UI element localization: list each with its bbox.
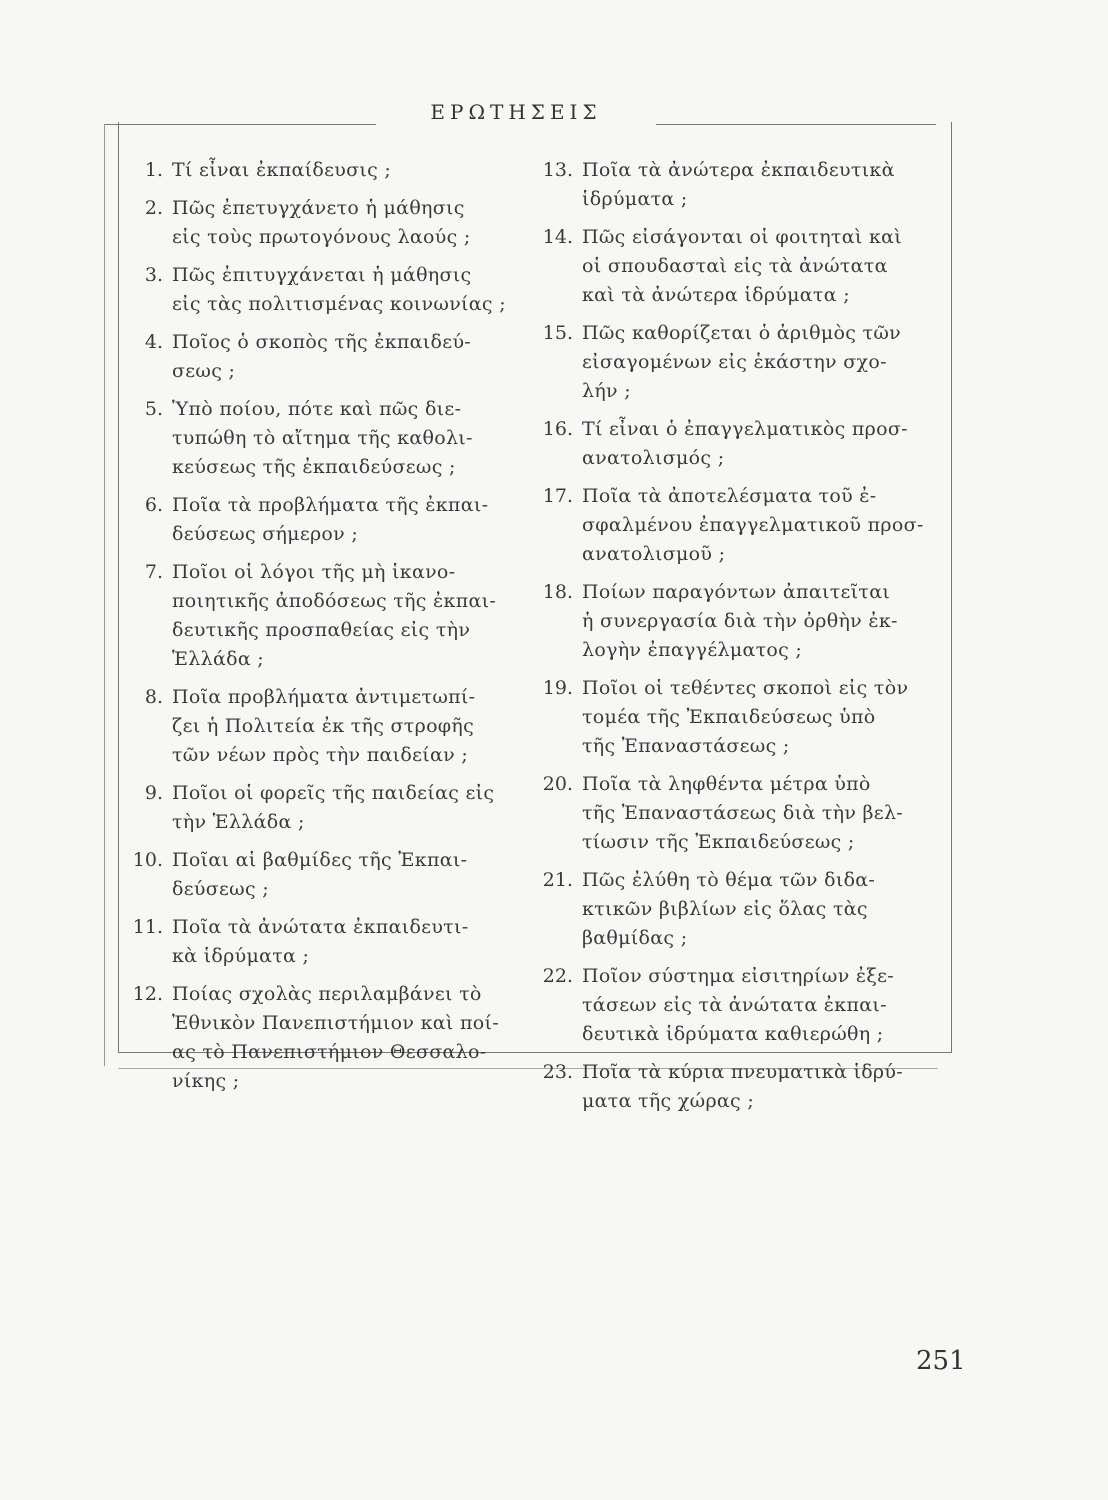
question-text: Ποῖα τὰ κύρια πνευματικὰ ἱδρύ- ματα τῆς χώρας ;: [582, 1061, 903, 1112]
question-number: 23.: [542, 1061, 573, 1083]
question-item: [128, 194, 508, 252]
question-number: 22.: [542, 965, 573, 987]
questions-column-left: [128, 156, 508, 1105]
question-item: [530, 156, 930, 214]
question-item: [530, 962, 930, 1049]
question-number: 16.: [542, 418, 573, 440]
question-text: Τί εἶναι ὁ ἐπαγγελματικὸς προσ- ανατολισμός ;: [582, 418, 908, 469]
question-item: [530, 482, 930, 569]
question-text: Ποῖοι οἱ λόγοι τῆς μὴ ἱκανο- ποιητικῆς ἀποδόσεως τῆς ἐκπαι- δευτικῆς προσπαθείας εἰς τὴν Ἑλλάδα ;: [172, 561, 497, 670]
question-number: 18.: [542, 581, 573, 603]
question-item: [128, 261, 508, 319]
page-number: 251: [916, 1346, 966, 1376]
question-item: [128, 913, 508, 971]
question-text: Ποῖα προβλήματα ἀντιμετωπί- ζει ἡ Πολιτεία ἐκ τῆς στροφῆς τῶν νέων πρὸς τὴν παιδείαν ;: [172, 686, 476, 766]
question-number: 19.: [542, 677, 573, 699]
question-item: [128, 491, 508, 549]
question-number: 14.: [542, 226, 573, 248]
question-item: [128, 779, 508, 837]
question-number: 7.: [144, 561, 163, 583]
question-number: 13.: [542, 159, 573, 181]
question-number: 4.: [144, 331, 163, 353]
question-number: 12.: [132, 983, 163, 1005]
question-number: 20.: [542, 773, 573, 795]
question-item: [530, 578, 930, 665]
question-text: Πῶς εἰσάγονται οἱ φοιτηταὶ καὶ οἱ σπουδασταὶ εἰς τὰ ἀνώτατα καὶ τὰ ἀνώτερα ἱδρύματα ;: [582, 226, 903, 306]
question-item: [530, 674, 930, 761]
question-text: Ποῖα τὰ ἀνώτατα ἐκπαιδευτι- κὰ ἱδρύματα ;: [172, 916, 469, 967]
question-number: 8.: [144, 686, 163, 708]
question-item: [530, 415, 930, 473]
question-text: Ποῖα τὰ ἀποτελέσματα τοῦ ἐ- σφαλμένου ἐπαγγελματικοῦ προσ- ανατολισμοῦ ;: [582, 485, 924, 565]
question-number: 9.: [144, 782, 163, 804]
question-text: Ποῖα τὰ ληφθέντα μέτρα ὑπὸ τῆς Ἐπαναστάσεως διὰ τὴν βελ- τίωσιν τῆς Ἐκπαιδεύσεως ;: [582, 773, 904, 853]
question-item: [128, 683, 508, 770]
question-item: [530, 866, 930, 953]
question-item: [128, 558, 508, 674]
question-number: 1.: [144, 159, 163, 181]
question-text: Ποῖα τὰ προβλήματα τῆς ἐκπαι- δεύσεως σήμερον ;: [172, 494, 489, 545]
question-text: Πῶς ἐλύθη τὸ θέμα τῶν διδα- κτικῶν βιβλίων εἰς ὅλας τὰς βαθμίδας ;: [582, 869, 876, 949]
question-text: Ποίας σχολὰς περιλαμβάνει τὸ Ἐθνικὸν Πανεπιστήμιον καὶ ποί- ας τὸ Πανεπιστήμιον Θεσσαλο- νίκης ;: [172, 983, 499, 1092]
question-item: [128, 328, 508, 386]
question-number: 2.: [144, 197, 163, 219]
page-heading: ΕΡΩΤΗΣΕΙΣ: [430, 100, 602, 124]
question-number: 15.: [542, 322, 573, 344]
question-number: 6.: [144, 494, 163, 516]
question-item: [128, 395, 508, 482]
question-text: Πῶς καθορίζεται ὁ ἀριθμὸς τῶν εἰσαγομένων εἰς ἑκάστην σχο- λήν ;: [582, 322, 902, 402]
question-text: Πῶς ἐπιτυγχάνεται ἡ μάθησις εἰς τὰς πολιτισμένας κοινωνίας ;: [172, 264, 506, 315]
question-text: Ποῖαι αἱ βαθμίδες τῆς Ἐκπαι- δεύσεως ;: [172, 849, 468, 900]
question-item: [128, 846, 508, 904]
question-text: Ποῖα τὰ ἀνώτερα ἐκπαιδευτικὰ ἱδρύματα ;: [582, 159, 895, 210]
question-text: Ποῖος ὁ σκοπὸς τῆς ἐκπαιδεύ- σεως ;: [172, 331, 472, 382]
question-item: [128, 980, 508, 1096]
question-number: 21.: [542, 869, 573, 891]
question-item: [128, 156, 508, 185]
question-number: 5.: [144, 398, 163, 420]
question-number: 11.: [132, 916, 163, 938]
question-text: Πῶς ἐπετυγχάνετο ἡ μάθησις εἰς τοὺς πρωτογόνους λαούς ;: [172, 197, 471, 248]
question-text: Ποίων παραγόντων ἀπαιτεῖται ἡ συνεργασία διὰ τὴν ὀρθὴν ἐκ- λογὴν ἐπαγγέλματος ;: [582, 581, 898, 661]
question-item: [530, 1058, 930, 1116]
question-item: [530, 319, 930, 406]
box-left-outer-rule: [104, 124, 105, 1066]
question-number: 10.: [132, 849, 163, 871]
question-text: Ποῖοι οἱ τεθέντες σκοποὶ εἰς τὸν τομέα τῆς Ἐκπαιδεύσεως ὑπὸ τῆς Ἐπαναστάσεως ;: [582, 677, 909, 757]
question-item: [530, 223, 930, 310]
question-text: Ὑπὸ ποίου, πότε καὶ πῶς διε- τυπώθη τὸ αἴτημα τῆς καθολι- κεύσεως τῆς ἐκπαιδεύσεως ;: [172, 398, 473, 478]
question-text: Ποῖον σύστημα εἰσιτηρίων ἐξε- τάσεων εἰς τὰ ἀνώτατα ἐκπαι- δευτικὰ ἱδρύματα καθιερώθη ;: [582, 965, 895, 1045]
question-text: Ποῖοι οἱ φορεῖς τῆς παιδείας εἰς τὴν Ἑλλάδα ;: [172, 782, 495, 833]
questions-column-right: [530, 156, 930, 1125]
question-number: 3.: [144, 264, 163, 286]
question-number: 17.: [542, 485, 573, 507]
question-item: [530, 770, 930, 857]
question-text: Τί εἶναι ἐκπαίδευσις ;: [172, 159, 392, 181]
